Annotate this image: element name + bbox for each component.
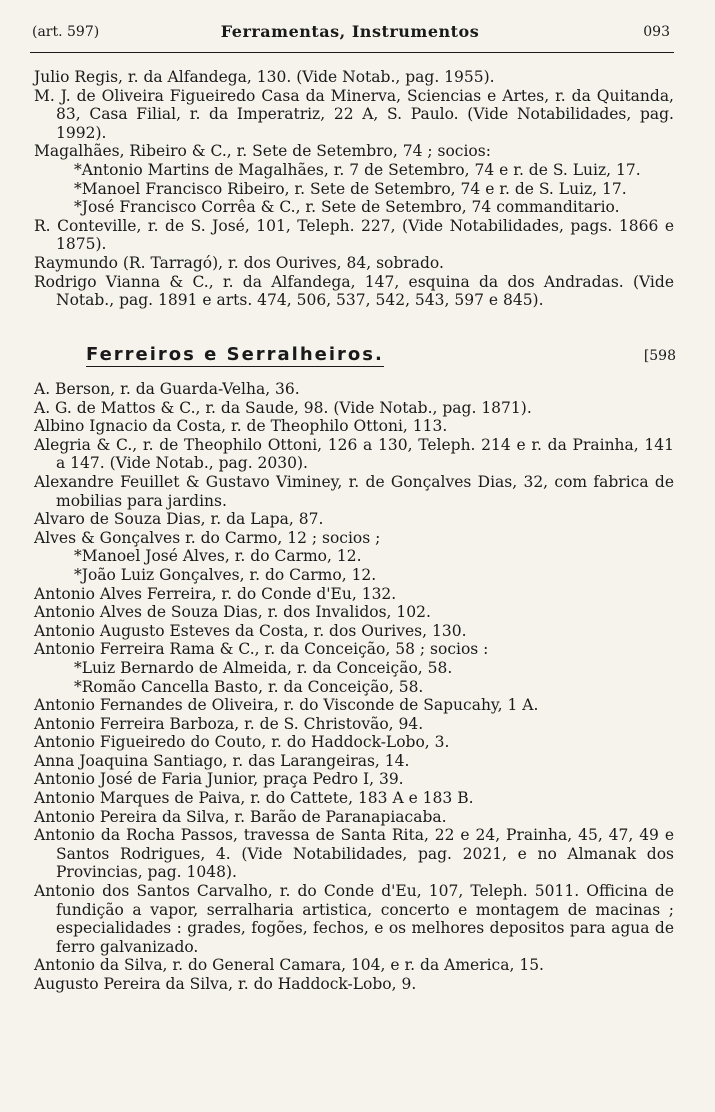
page-number: 093 <box>643 24 670 40</box>
list-item: *Luiz Bernardo de Almeida, r. da Conceição, 58. <box>74 658 453 677</box>
article-ref: (art. 597) <box>32 24 100 40</box>
list-item: R. Conteville, r. de S. José, 101, Teleph. 227, (Vide Notabilidades, pags. 1866 e 1875). <box>34 216 674 254</box>
list-item: Alves & Gonçalves r. do Carmo, 12 ; socios ; <box>34 528 381 547</box>
list-item: Antonio dos Santos Carvalho, r. do Conde d'Eu, 107, Teleph. 5011. Officina de fundição a vapor, serralharia artistica, concerto e montagem de macinas ; especialidades : grades, fogões, fechos, e os melhores depositos para agua de ferro galvanizado. <box>34 882 674 956</box>
list-item: *Romão Cancella Basto, r. da Conceição, 58. <box>74 677 424 696</box>
list-item: *Antonio Martins de Magalhães, r. 7 de Setembro, 74 e r. de S. Luiz, 17. <box>74 160 641 179</box>
list-item: Antonio Fernandes de Oliveira, r. do Visconde de Sapucahy, 1 A. <box>34 696 539 715</box>
section-entries <box>34 380 674 994</box>
list-item: Rodrigo Vianna & C., r. da Alfandega, 147, esquina da dos Andradas. (Vide Notab., pag. 1891 e arts. 474, 506, 537, 542, 543, 597 e 845). <box>34 272 674 310</box>
list-item: M. J. de Oliveira Figueiredo Casa da Minerva, Sciencias e Artes, r. da Quitanda, 83, Casa Filial, r. da Imperatriz, 22 A, S. Paulo. (Vide Notabilidades, pag. 1992). <box>34 86 674 142</box>
list-item: Antonio Pereira da Silva, r. Barão de Paranapiacaba. <box>34 807 447 826</box>
list-item: Antonio Augusto Esteves da Costa, r. dos Ourives, 130. <box>34 621 467 640</box>
list-item: Antonio da Silva, r. do General Camara, 104, e r. da America, 15. <box>34 956 544 975</box>
section-heading <box>86 344 676 372</box>
list-item: Antonio Alves Ferreira, r. do Conde d'Eu, 132. <box>34 584 397 603</box>
list-item: Antonio Ferreira Rama & C., r. da Conceição, 58 ; socios : <box>34 640 489 659</box>
list-item: Antonio José de Faria Junior, praça Pedro I, 39. <box>34 770 404 789</box>
section-title: Ferreiros e Serralheiros. <box>86 344 384 365</box>
list-item: Alegria & C., r. de Theophilo Ottoni, 126 a 130, Teleph. 214 e r. da Prainha, 141 a 147. (Vide Notab., pag. 2030). <box>34 435 674 473</box>
list-item: A. Berson, r. da Guarda-Velha, 36. <box>34 380 300 398</box>
list-item: *Manoel Francisco Ribeiro, r. Sete de Setembro, 74 e r. de S. Luiz, 17. <box>74 179 627 198</box>
list-item: *Manoel José Alves, r. do Carmo, 12. <box>74 547 362 566</box>
header-rule <box>30 52 674 53</box>
list-item: Antonio Alves de Souza Dias, r. dos Invalidos, 102. <box>34 603 431 622</box>
list-item: Antonio Marques de Paiva, r. do Cattete, 183 A e 183 B. <box>34 789 474 808</box>
list-item: Julio Regis, r. da Alfandega, 130. (Vide Notab., pag. 1955). <box>34 68 495 86</box>
section-article-ref: [598 <box>643 348 676 364</box>
top-entries <box>34 68 674 310</box>
list-item: Antonio Figueiredo do Couto, r. do Haddock-Lobo, 3. <box>34 733 450 752</box>
list-item: Magalhães, Ribeiro & C., r. Sete de Setembro, 74 ; socios: <box>34 142 491 161</box>
list-item: Antonio Ferreira Barboza, r. de S. Christovão, 94. <box>34 714 424 733</box>
list-item: Albino Ignacio da Costa, r. de Theophilo Ottoni, 113. <box>34 417 448 436</box>
list-item: Anna Joaquina Santiago, r. das Larangeiras, 14. <box>34 751 410 770</box>
list-item: Alexandre Feuillet & Gustavo Viminey, r. de Gonçalves Dias, 32, com fabrica de mobilias para jardins. <box>34 472 674 510</box>
list-item: *José Francisco Corrêa & C., r. Sete de Setembro, 74 commanditario. <box>74 198 620 217</box>
list-item: Augusto Pereira da Silva, r. do Haddock-Lobo, 9. <box>34 975 417 993</box>
list-item: Alvaro de Souza Dias, r. da Lapa, 87. <box>34 510 324 529</box>
list-item: Raymundo (R. Tarragó), r. dos Ourives, 84, sobrado. <box>34 253 444 272</box>
list-item: Antonio da Rocha Passos, travessa de Santa Rita, 22 e 24, Prainha, 45, 47, 49 e Santos Rodrigues, 4. (Vide Notabilidades, pag. 2021, e no Almanak dos Provincias, pag. 1048). <box>34 826 674 882</box>
page-header <box>30 24 670 48</box>
list-item: *João Luiz Gonçalves, r. do Carmo, 12. <box>74 565 377 584</box>
page-title: Ferramentas, Instrumentos <box>220 22 480 41</box>
list-item: A. G. de Mattos & C., r. da Saude, 98. (Vide Notab., pag. 1871). <box>34 398 532 417</box>
